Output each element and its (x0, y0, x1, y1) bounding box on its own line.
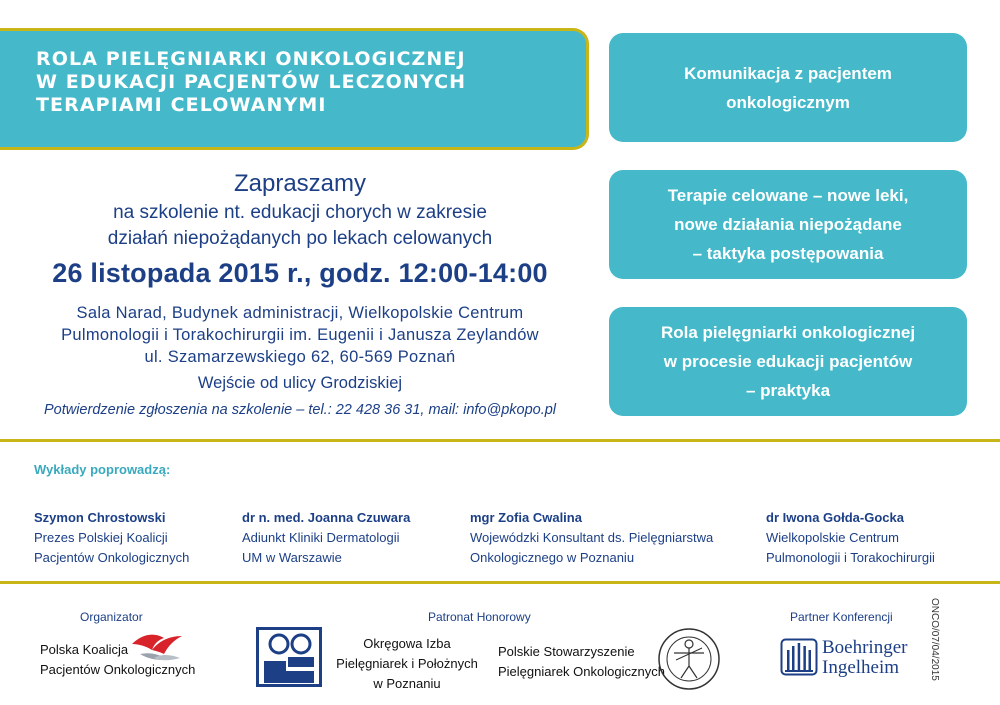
topic-line: w procesie edukacji pacjentów (663, 352, 913, 371)
organizer-label: Organizator (80, 610, 143, 624)
speaker-role: UM w Warszawie (242, 550, 342, 565)
venue-line: Sala Narad, Budynek administracji, Wielkopolskie Centrum (76, 304, 524, 322)
registration-contact: Potwierdzenie zgłoszenia na szkolenie – tel.: 22 428 36 31, mail: info@pkopo.pl (43, 402, 557, 418)
patronage-label: Patronat Honorowy (428, 610, 531, 624)
speaker-name: Szymon Chrostowski (34, 510, 166, 525)
document-code: ONCO/07/04/2015 (929, 598, 940, 681)
event-title (36, 48, 581, 117)
venue-line: Pulmonologii i Torakochirurgii im. Eugenii i Janusza Zeylandów (61, 326, 539, 344)
topic-line: – praktyka (745, 381, 831, 400)
topic-box-nurse-role (609, 307, 967, 416)
venue-line: ul. Szamarzewskiego 62, 60-569 Poznań (144, 348, 456, 366)
psp-line: Pielęgniarek Onkologicznych (498, 664, 665, 679)
speaker-role: Wielkopolskie Centrum (766, 530, 899, 545)
invite-line: na szkolenie nt. edukacji chorych w zakresie (113, 202, 487, 223)
topic-line: – taktyka postępowania (692, 244, 884, 263)
speaker-cwalina (470, 508, 713, 568)
topic-box-communication (609, 33, 967, 142)
oipip-line: Pielęgniarek i Położnych (336, 656, 478, 671)
invite-line: działań niepożądanych po lekach celowanych (107, 228, 493, 249)
speaker-name: mgr Zofia Cwalina (470, 510, 582, 525)
swallow-logo-icon (128, 624, 184, 670)
oipip-line: Okręgowa Izba (363, 636, 451, 651)
oipip-line: w Poznaniu (373, 676, 441, 691)
title-line: TERAPIAMI CELOWANYMI (36, 94, 327, 116)
topic-line: nowe działania niepożądane (674, 215, 902, 234)
speaker-role: Pacjentów Onkologicznych (34, 550, 190, 565)
partner-line: Ingelheim (822, 657, 900, 678)
speaker-role: Prezes Polskiej Koalicji (34, 530, 168, 545)
lecturers-heading: Wykłady poprowadzą: (34, 462, 171, 477)
speaker-role: Adiunkt Kliniki Dermatologii (242, 530, 400, 545)
speaker-name: dr Iwona Gołda-Gocka (766, 510, 904, 525)
partner-name (822, 638, 907, 678)
oipip-logo-icon (256, 627, 322, 687)
partner-line: Boehringer (822, 637, 908, 658)
organizer-line: Polska Koalicja (40, 642, 129, 657)
title-line: W EDUKACJI PACJENTÓW LECZONYCH (36, 71, 467, 93)
speaker-name: dr n. med. Joanna Czuwara (242, 510, 411, 525)
speaker-golda-gocka (766, 508, 935, 568)
invite-description (40, 200, 560, 252)
venue-address (20, 302, 580, 368)
divider (0, 581, 1000, 584)
topic-box-targeted-therapies (609, 170, 967, 279)
psp-seal-icon (656, 626, 722, 692)
topic-line: Rola pielęgniarki onkologicznej (660, 323, 916, 342)
speaker-czuwara (242, 508, 410, 568)
title-line: ROLA PIELĘGNIARKI ONKOLOGICZNEJ (36, 48, 466, 70)
invite-heading: Zapraszamy (233, 170, 367, 197)
organizer-line: Pacjentów Onkologicznych (40, 662, 196, 677)
partner-label: Partner Konferencji (790, 610, 893, 624)
divider (0, 439, 1000, 442)
event-date: 26 listopada 2015 r., godz. 12:00-14:00 (52, 258, 548, 288)
speaker-chrostowski (34, 508, 189, 568)
topic-line: onkologicznym (726, 92, 850, 112)
speaker-role: Wojewódzki Konsultant ds. Pielęgniarstwa (470, 530, 714, 545)
psp-name (498, 642, 665, 682)
topic-line: Komunikacja z pacjentem (684, 63, 892, 83)
psp-line: Polskie Stowarzyszenie (498, 644, 635, 659)
speaker-role: Onkologicznego w Poznaniu (470, 550, 635, 565)
oipip-name (328, 634, 486, 694)
boehringer-logo-icon (780, 638, 818, 676)
topic-line: Terapie celowane – nowe leki, (667, 186, 909, 205)
speaker-role: Pulmonologii i Torakochirurgii (766, 550, 935, 565)
entry-info: Wejście od ulicy Grodziskiej (197, 374, 403, 392)
